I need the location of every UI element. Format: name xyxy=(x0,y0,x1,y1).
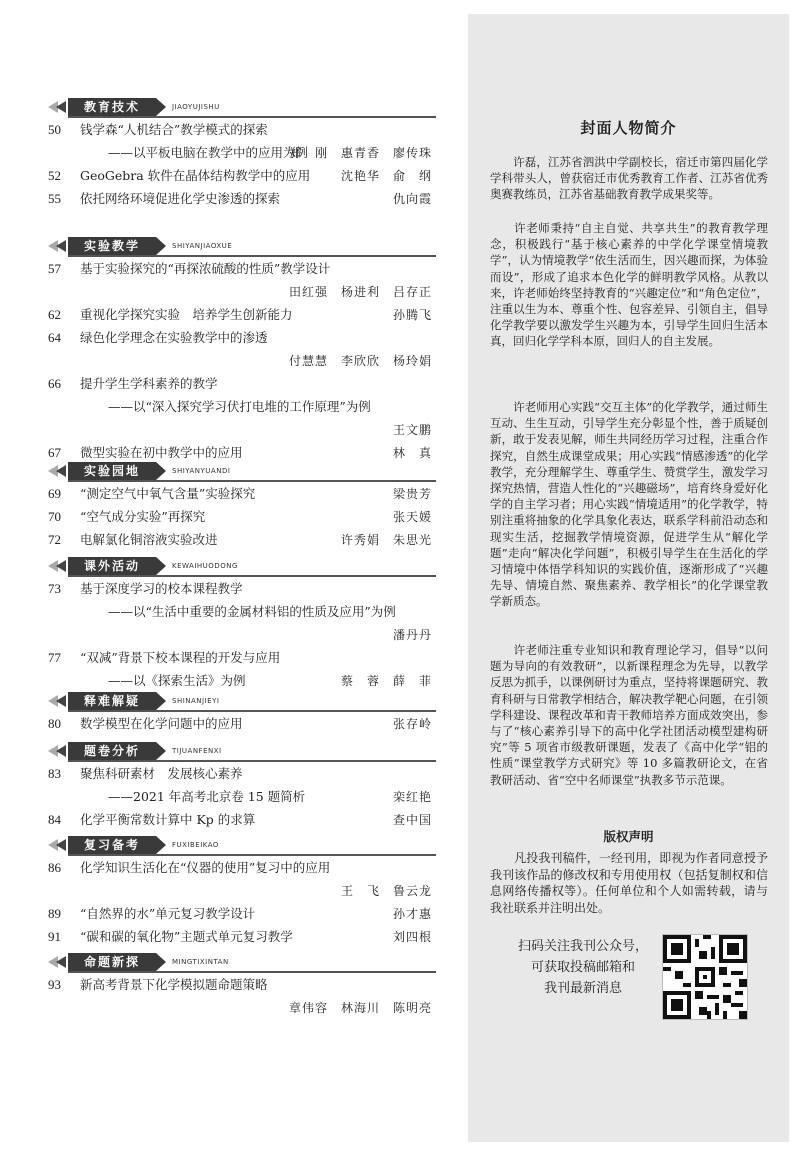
article-authors: 蔡 蓉 薛 菲 xyxy=(340,674,432,688)
section-rule xyxy=(68,760,436,762)
toc-entry[interactable] xyxy=(48,374,436,394)
toc-entry-continuation xyxy=(48,625,436,645)
article-title: “测定空气中氧气含量”实验探究 xyxy=(80,486,256,501)
toc-entry[interactable] xyxy=(48,530,436,550)
article-authors: 仇向霞 xyxy=(392,192,432,206)
page-number: 93 xyxy=(48,977,61,992)
toc-entry[interactable] xyxy=(48,166,436,186)
article-authors: 郑 刚 惠青香 廖传珠 xyxy=(288,146,432,160)
page-number: 84 xyxy=(48,812,61,827)
toc-entry-continuation xyxy=(48,602,436,622)
section-tag-tip xyxy=(156,462,166,480)
article-authors: 章伟容 林海川 陈明亮 xyxy=(288,1001,432,1015)
toc-entry[interactable] xyxy=(48,648,436,668)
page-number: 80 xyxy=(48,716,61,731)
section-pinyin: MINGTIXINTAN xyxy=(172,958,229,966)
article-subtitle: ——以平板电脑在教学中的应用为例 xyxy=(108,145,309,160)
article-title: 电解氯化铜溶液实验改进 xyxy=(80,532,218,547)
toc-entry-continuation xyxy=(48,998,436,1018)
article-authors: 梁贵芳 xyxy=(392,487,432,501)
section-tag-tip xyxy=(156,692,166,710)
section-label: 题卷分析 xyxy=(68,742,156,760)
article-authors: 刘四根 xyxy=(392,930,432,944)
toc-entry[interactable] xyxy=(48,927,436,947)
page-number: 67 xyxy=(48,445,61,460)
article-authors: 栾红艳 xyxy=(392,790,432,804)
section-arrow-icon xyxy=(56,560,66,572)
section-header xyxy=(48,237,436,255)
toc-entry[interactable] xyxy=(48,259,436,279)
section-pinyin: SHIYANJIAOXUE xyxy=(172,242,233,250)
page-number: 77 xyxy=(48,650,61,665)
section-tag-tip xyxy=(156,237,166,255)
section-pinyin: SHIYANYUANDI xyxy=(172,467,231,475)
article-title: “碳和碳的氧化物”主题式单元复习教学 xyxy=(80,929,293,944)
cover-bio-para-1: 许磊，江苏省泗洪中学副校长，宿迁市第四届化学学科带头人，曾获宿迁市优秀教育工作者、江苏省优秀奥赛教练员，江苏省基础教育教学成果奖等。 xyxy=(490,155,768,202)
article-subtitle: ——2021 年高考北京卷 15 题简析 xyxy=(108,789,306,804)
article-title: 提升学生学科素养的教学 xyxy=(80,376,218,391)
article-authors: 付慧慧 李欣欣 杨玲娟 xyxy=(288,354,432,368)
toc-entry-continuation xyxy=(48,143,436,163)
page-number: 91 xyxy=(48,929,61,944)
toc-entry[interactable] xyxy=(48,858,436,878)
toc-entry[interactable] xyxy=(48,975,436,995)
section-header xyxy=(48,98,436,116)
page-number: 69 xyxy=(48,486,61,501)
section-header xyxy=(48,557,436,575)
section-arrow-icon xyxy=(56,745,66,757)
article-authors: 王 飞 鲁云龙 xyxy=(340,884,432,898)
section-label: 实验教学 xyxy=(68,237,156,255)
article-title: 基于实验探究的“再探浓硫酸的性质”教学设计 xyxy=(80,261,331,276)
cover-figure-heading: 封面人物简介 xyxy=(580,119,677,137)
article-authors: 沈艳华 俞 纲 xyxy=(340,169,432,183)
scan-line-3: 我刊最新消息 xyxy=(543,981,622,996)
article-title: 基于深度学习的校本课程教学 xyxy=(80,581,243,596)
section-label: 教育技术 xyxy=(68,98,156,116)
cover-bio-para-4: 许老师注重专业知识和教育理论学习，倡导“以问题为导向的有效教研”，以新课程理念为先导，以教学反思为抓手，以课例研讨为重点，坚持将课题研究、教育科研与日常教学相结合，解决教学靶心问题，在引领学科建设、课程改革和青干教师培养方面成效突出，参与了“核心素养引导下的高中化学社团活动模型建构研究”等 5 项省市级教研课题，发表了《高中化学“铝的性质”课堂教学方式研究》等 10 多篇教研论文，在省教研活动、省“空中名师课堂”执教多节示范课。 xyxy=(490,643,768,787)
article-title: 微型实验在初中教学中的应用 xyxy=(80,445,243,460)
section-header xyxy=(48,742,436,760)
toc-entry-continuation xyxy=(48,282,436,302)
toc-entry[interactable] xyxy=(48,810,436,830)
section-arrow-icon xyxy=(56,956,66,968)
article-authors: 孙腾飞 xyxy=(392,308,432,322)
section-label: 复习备考 xyxy=(68,836,156,854)
article-authors: 林 真 xyxy=(392,446,432,460)
section-arrow-icon xyxy=(56,465,66,477)
article-subtitle: ——以《探索生活》为例 xyxy=(108,673,246,688)
cover-figure-panel xyxy=(468,14,789,1142)
article-authors: 查中国 xyxy=(392,813,432,827)
article-subtitle: ——以“深入探究学习伏打电堆的工作原理”为例 xyxy=(108,399,371,414)
scan-prompt xyxy=(508,936,658,999)
toc-entry-continuation xyxy=(48,351,436,371)
page-number: 83 xyxy=(48,766,61,781)
article-title: 重视化学探究实验 培养学生创新能力 xyxy=(80,307,293,322)
section-header xyxy=(48,462,436,480)
section-rule xyxy=(68,480,436,482)
cover-bio-para-3: 许老师用心实践“交互主体”的化学教学，通过师生互动、生生互动，引导学生充分彰显个性，善于质疑创新，敢于发表见解，师生共同经历学习过程，注重合作探究，自然生成课堂成果；用心实践“情感渗透”的化学教学，充分理解学生、尊重学生、赞赏学生，激发学习探究热情，营造人性化的“兴趣磁场”，培育终身爱好化学的自主学习者；用心实践“情境适用”的化学教学，特别注重将抽象的化学具象化表达，联系学科前沿动态和现实生活，挖掘教学情境资源，促进学生从“解化学题”走向“解决化学问题”，积极引导学生在生活化的学习情境中体悟学科知识的实践价值，逐渐形成了“兴趣先导、情境自然、聚焦素养、教学相长”的化学课堂教学新质态。 xyxy=(490,400,768,609)
copyright-heading: 版权声明 xyxy=(603,829,654,844)
section-pinyin: SHINANJIEYI xyxy=(172,697,220,705)
section-header xyxy=(48,836,436,854)
toc-entry-continuation xyxy=(48,881,436,901)
page-number: 66 xyxy=(48,376,61,391)
article-authors: 张天媛 xyxy=(392,510,432,524)
section-label: 课外活动 xyxy=(68,557,156,575)
page-number: 57 xyxy=(48,261,61,276)
qr-code[interactable] xyxy=(662,934,748,1020)
section-tag-tip xyxy=(156,742,166,760)
page-number: 73 xyxy=(48,581,61,596)
qr-code-graphic xyxy=(663,935,747,1019)
section-rule xyxy=(68,854,436,856)
article-title: “自然界的水”单元复习教学设计 xyxy=(80,906,256,921)
toc-entry-continuation xyxy=(48,420,436,440)
article-subtitle: ——以“生活中重要的金属材料铝的性质及应用”为例 xyxy=(108,604,396,619)
section-arrow-icon xyxy=(56,695,66,707)
section-rule xyxy=(68,971,436,973)
article-authors: 田红强 杨进利 吕存正 xyxy=(288,285,432,299)
section-label: 命题新探 xyxy=(68,953,156,971)
toc-entry-continuation xyxy=(48,671,436,691)
toc-entry[interactable] xyxy=(48,120,436,140)
section-rule xyxy=(68,575,436,577)
toc-entry[interactable] xyxy=(48,328,436,348)
section-header xyxy=(48,953,436,971)
article-authors: 张存岭 xyxy=(392,717,432,731)
section-arrow-icon xyxy=(56,839,66,851)
toc-entry[interactable] xyxy=(48,305,436,325)
section-pinyin: TIJUANFENXI xyxy=(172,747,222,755)
article-title: 聚焦科研素材 发展核心素养 xyxy=(80,766,243,781)
toc-entry[interactable] xyxy=(48,904,436,924)
page-number: 52 xyxy=(48,168,61,183)
section-tag-tip xyxy=(156,98,166,116)
article-title: 依托网络环境促进化学史渗透的探索 xyxy=(80,191,281,206)
article-title: 数学模型在化学问题中的应用 xyxy=(80,716,243,731)
section-label: 释难解疑 xyxy=(68,692,156,710)
toc-entry[interactable] xyxy=(48,714,436,734)
toc-entry[interactable] xyxy=(48,189,436,209)
article-authors: 许秀娟 朱思光 xyxy=(340,533,432,547)
section-pinyin: FUXIBEIKAO xyxy=(172,841,219,849)
section-pinyin: JIAOYUJISHU xyxy=(172,103,220,111)
toc-entry[interactable] xyxy=(48,579,436,599)
page-number: 72 xyxy=(48,532,61,547)
cover-bio-para-2: 许老师秉持“自主自觉、共享共生”的教育教学理念，积极践行“基于核心素养的中学化学课堂情境教学”，认为情境教学“依生活而生，因兴趣而探，为体验而设”，形成了追求本色化学的鲜明教学风格。从教以来，许老师始终坚持教育的“兴趣定位”和“角色定位”，注重以生为本、尊重个性、包容差异、引领自主，倡导化学教学要以激发学生兴趣为本，引导学生回归生活本真，回归化学学科本原，回归人的自主发展。 xyxy=(490,221,768,349)
article-title: 绿色化学理念在实验教学中的渗透 xyxy=(80,330,268,345)
toc-entry[interactable] xyxy=(48,764,436,784)
scan-line-1: 扫码关注我刊公众号， xyxy=(517,939,648,954)
page-number: 55 xyxy=(48,191,61,206)
page-number: 64 xyxy=(48,330,61,345)
section-arrow-icon xyxy=(56,101,66,113)
page-number: 89 xyxy=(48,906,61,921)
article-title: 新高考背景下化学模拟题命题策略 xyxy=(80,977,268,992)
article-title: “双减”背景下校本课程的开发与应用 xyxy=(80,650,281,665)
page-number: 62 xyxy=(48,307,61,322)
section-label: 实验园地 xyxy=(68,462,156,480)
section-tag-tip xyxy=(156,953,166,971)
article-title: 钱学森“人机结合”教学模式的探索 xyxy=(80,122,268,137)
article-authors: 孙才惠 xyxy=(392,907,432,921)
article-title: “空气成分实验”再探究 xyxy=(80,509,206,524)
toc-entry[interactable] xyxy=(48,507,436,527)
article-authors: 潘丹丹 xyxy=(392,628,432,642)
page-number: 70 xyxy=(48,509,61,524)
toc-entry-continuation xyxy=(48,397,436,417)
copyright-text: 凡投我刊稿件，一经刊用，即视为作者同意授予我刊该作品的修改权和专用使用权（包括复制权和信息网络传播权等）。任何单位和个人如需转载，请与我社联系并注明出处。 xyxy=(490,851,768,915)
page-number: 50 xyxy=(48,122,61,137)
scan-line-2: 可获取投稿邮箱和 xyxy=(530,960,635,975)
toc-entry[interactable] xyxy=(48,484,436,504)
section-tag-tip xyxy=(156,557,166,575)
section-arrow-icon xyxy=(56,240,66,252)
section-header xyxy=(48,692,436,710)
section-rule xyxy=(68,116,436,118)
article-title: 化学知识生活化在“仪器的使用”复习中的应用 xyxy=(80,860,331,875)
section-pinyin: KEWAIHUODONG xyxy=(172,562,238,570)
section-rule xyxy=(68,255,436,257)
section-rule xyxy=(68,710,436,712)
article-title: GeoGebra 软件在晶体结构教学中的应用 xyxy=(80,168,311,183)
page-number: 86 xyxy=(48,860,61,875)
article-title: 化学平衡常数计算中 Kp 的求算 xyxy=(80,812,256,827)
section-tag-tip xyxy=(156,836,166,854)
toc-entry-continuation xyxy=(48,787,436,807)
article-authors: 王文鹏 xyxy=(392,423,432,437)
toc-entry[interactable] xyxy=(48,443,436,463)
